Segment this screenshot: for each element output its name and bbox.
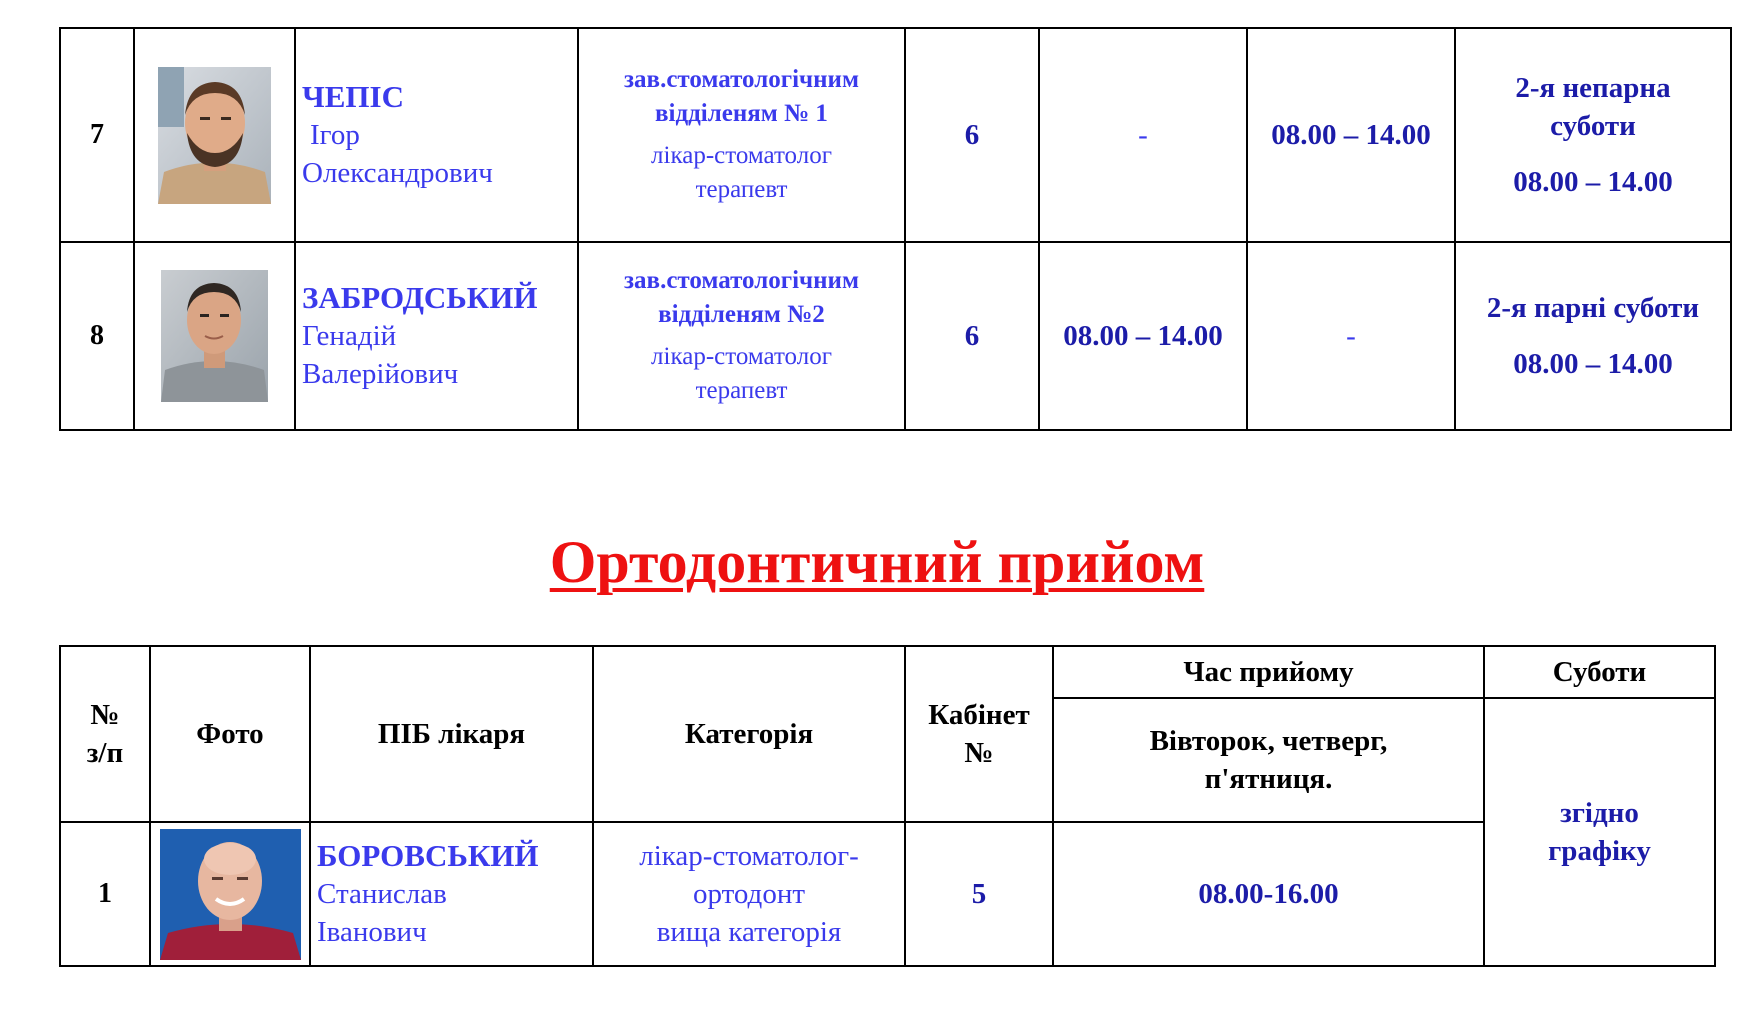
doctor-last-name: ЧЕПІС — [302, 79, 404, 114]
position-specialty: терапевт — [695, 377, 788, 404]
header-number-line-1: № — [90, 699, 120, 731]
doctor-last-name: БОРОВСЬКИЙ — [317, 838, 539, 873]
position-specialty: терапевт — [695, 176, 788, 203]
row-number: 7 — [60, 28, 134, 242]
header-cabinet — [905, 646, 1053, 822]
doctor-last-name: ЗАБРОДСЬКИЙ — [302, 280, 538, 315]
orthodontic-schedule-table — [59, 645, 1716, 967]
photo-cell — [134, 28, 295, 242]
position-department: відділеням № 1 — [655, 100, 828, 127]
saturday-cell — [1455, 242, 1731, 430]
doctor-photo-bald-icon — [160, 829, 301, 960]
time-b-cell: - — [1247, 242, 1455, 430]
doctor-first-name: Ігор — [310, 119, 360, 151]
header-cabinet-line-2: № — [964, 737, 994, 769]
position-department: відділеням №2 — [658, 301, 825, 328]
time-cell: 08.00-16.00 — [1053, 822, 1484, 966]
cabinet-cell: 5 — [905, 822, 1053, 966]
header-number — [60, 646, 150, 822]
category-line-2: ортодонт — [692, 878, 806, 910]
header-days-line-2: п'ятниця. — [1204, 763, 1333, 795]
saturday-label: згідно — [1560, 797, 1639, 829]
saturday-cell — [1484, 698, 1715, 966]
photo-cell — [150, 822, 310, 966]
position-title: лікар-стоматолог — [651, 343, 832, 370]
header-time: Час прийому — [1053, 646, 1484, 698]
position-head: зав.стоматологічним — [624, 66, 859, 93]
doctor-photo-beard-icon — [158, 67, 271, 204]
row-number: 1 — [60, 822, 150, 966]
position-cell — [578, 28, 905, 242]
category-cell — [593, 822, 905, 966]
table-row — [60, 242, 1731, 430]
saturday-cell — [1455, 28, 1731, 242]
doctor-name-cell — [295, 28, 578, 242]
saturday-label: 2-я парні суботи — [1486, 292, 1700, 324]
category-line-1: лікар-стоматолог- — [639, 840, 859, 872]
position-title: лікар-стоматолог — [651, 142, 832, 169]
table-row — [60, 822, 1715, 966]
time-b-cell: 08.00 – 14.00 — [1247, 28, 1455, 242]
doctor-patronymic: Валерійович — [302, 358, 459, 390]
section-title: Ортодонтичний прийом — [549, 529, 1205, 595]
cabinet-cell: 6 — [905, 28, 1039, 242]
doctor-first-name: Генадій — [302, 320, 397, 352]
doctor-name-cell — [310, 822, 593, 966]
saturday-label-2: графіку — [1548, 835, 1651, 867]
header-cabinet-line-1: Кабінет — [928, 699, 1030, 731]
table-row — [60, 28, 1731, 242]
header-photo: Фото — [150, 646, 310, 822]
header-days-line-1: Вівторок, четверг, — [1149, 725, 1388, 757]
doctor-name-cell — [295, 242, 578, 430]
doctor-patronymic: Іванович — [317, 916, 427, 948]
position-cell — [578, 242, 905, 430]
saturday-time: 08.00 – 14.00 — [1513, 348, 1673, 380]
time-a-cell: 08.00 – 14.00 — [1039, 242, 1247, 430]
photo-cell — [134, 242, 295, 430]
therapy-schedule-table — [59, 27, 1732, 431]
header-days — [1053, 698, 1484, 822]
saturday-time: 08.00 – 14.00 — [1513, 166, 1673, 198]
category-line-3: вища категорія — [656, 916, 842, 948]
header-category: Категорія — [593, 646, 905, 822]
table-header-row — [60, 646, 1715, 698]
doctor-patronymic: Олександрович — [302, 157, 493, 189]
saturday-label-2: суботи — [1550, 110, 1636, 142]
cabinet-cell: 6 — [905, 242, 1039, 430]
doctor-photo-icon — [161, 270, 268, 402]
header-name: ПІБ лікаря — [310, 646, 593, 822]
row-number: 8 — [60, 242, 134, 430]
header-saturdays: Суботи — [1484, 646, 1715, 698]
header-number-line-2: з/п — [86, 737, 124, 769]
time-a-cell: - — [1039, 28, 1247, 242]
position-head: зав.стоматологічним — [624, 267, 859, 294]
saturday-label: 2-я непарна — [1515, 72, 1671, 104]
doctor-first-name: Станислав — [317, 878, 447, 910]
